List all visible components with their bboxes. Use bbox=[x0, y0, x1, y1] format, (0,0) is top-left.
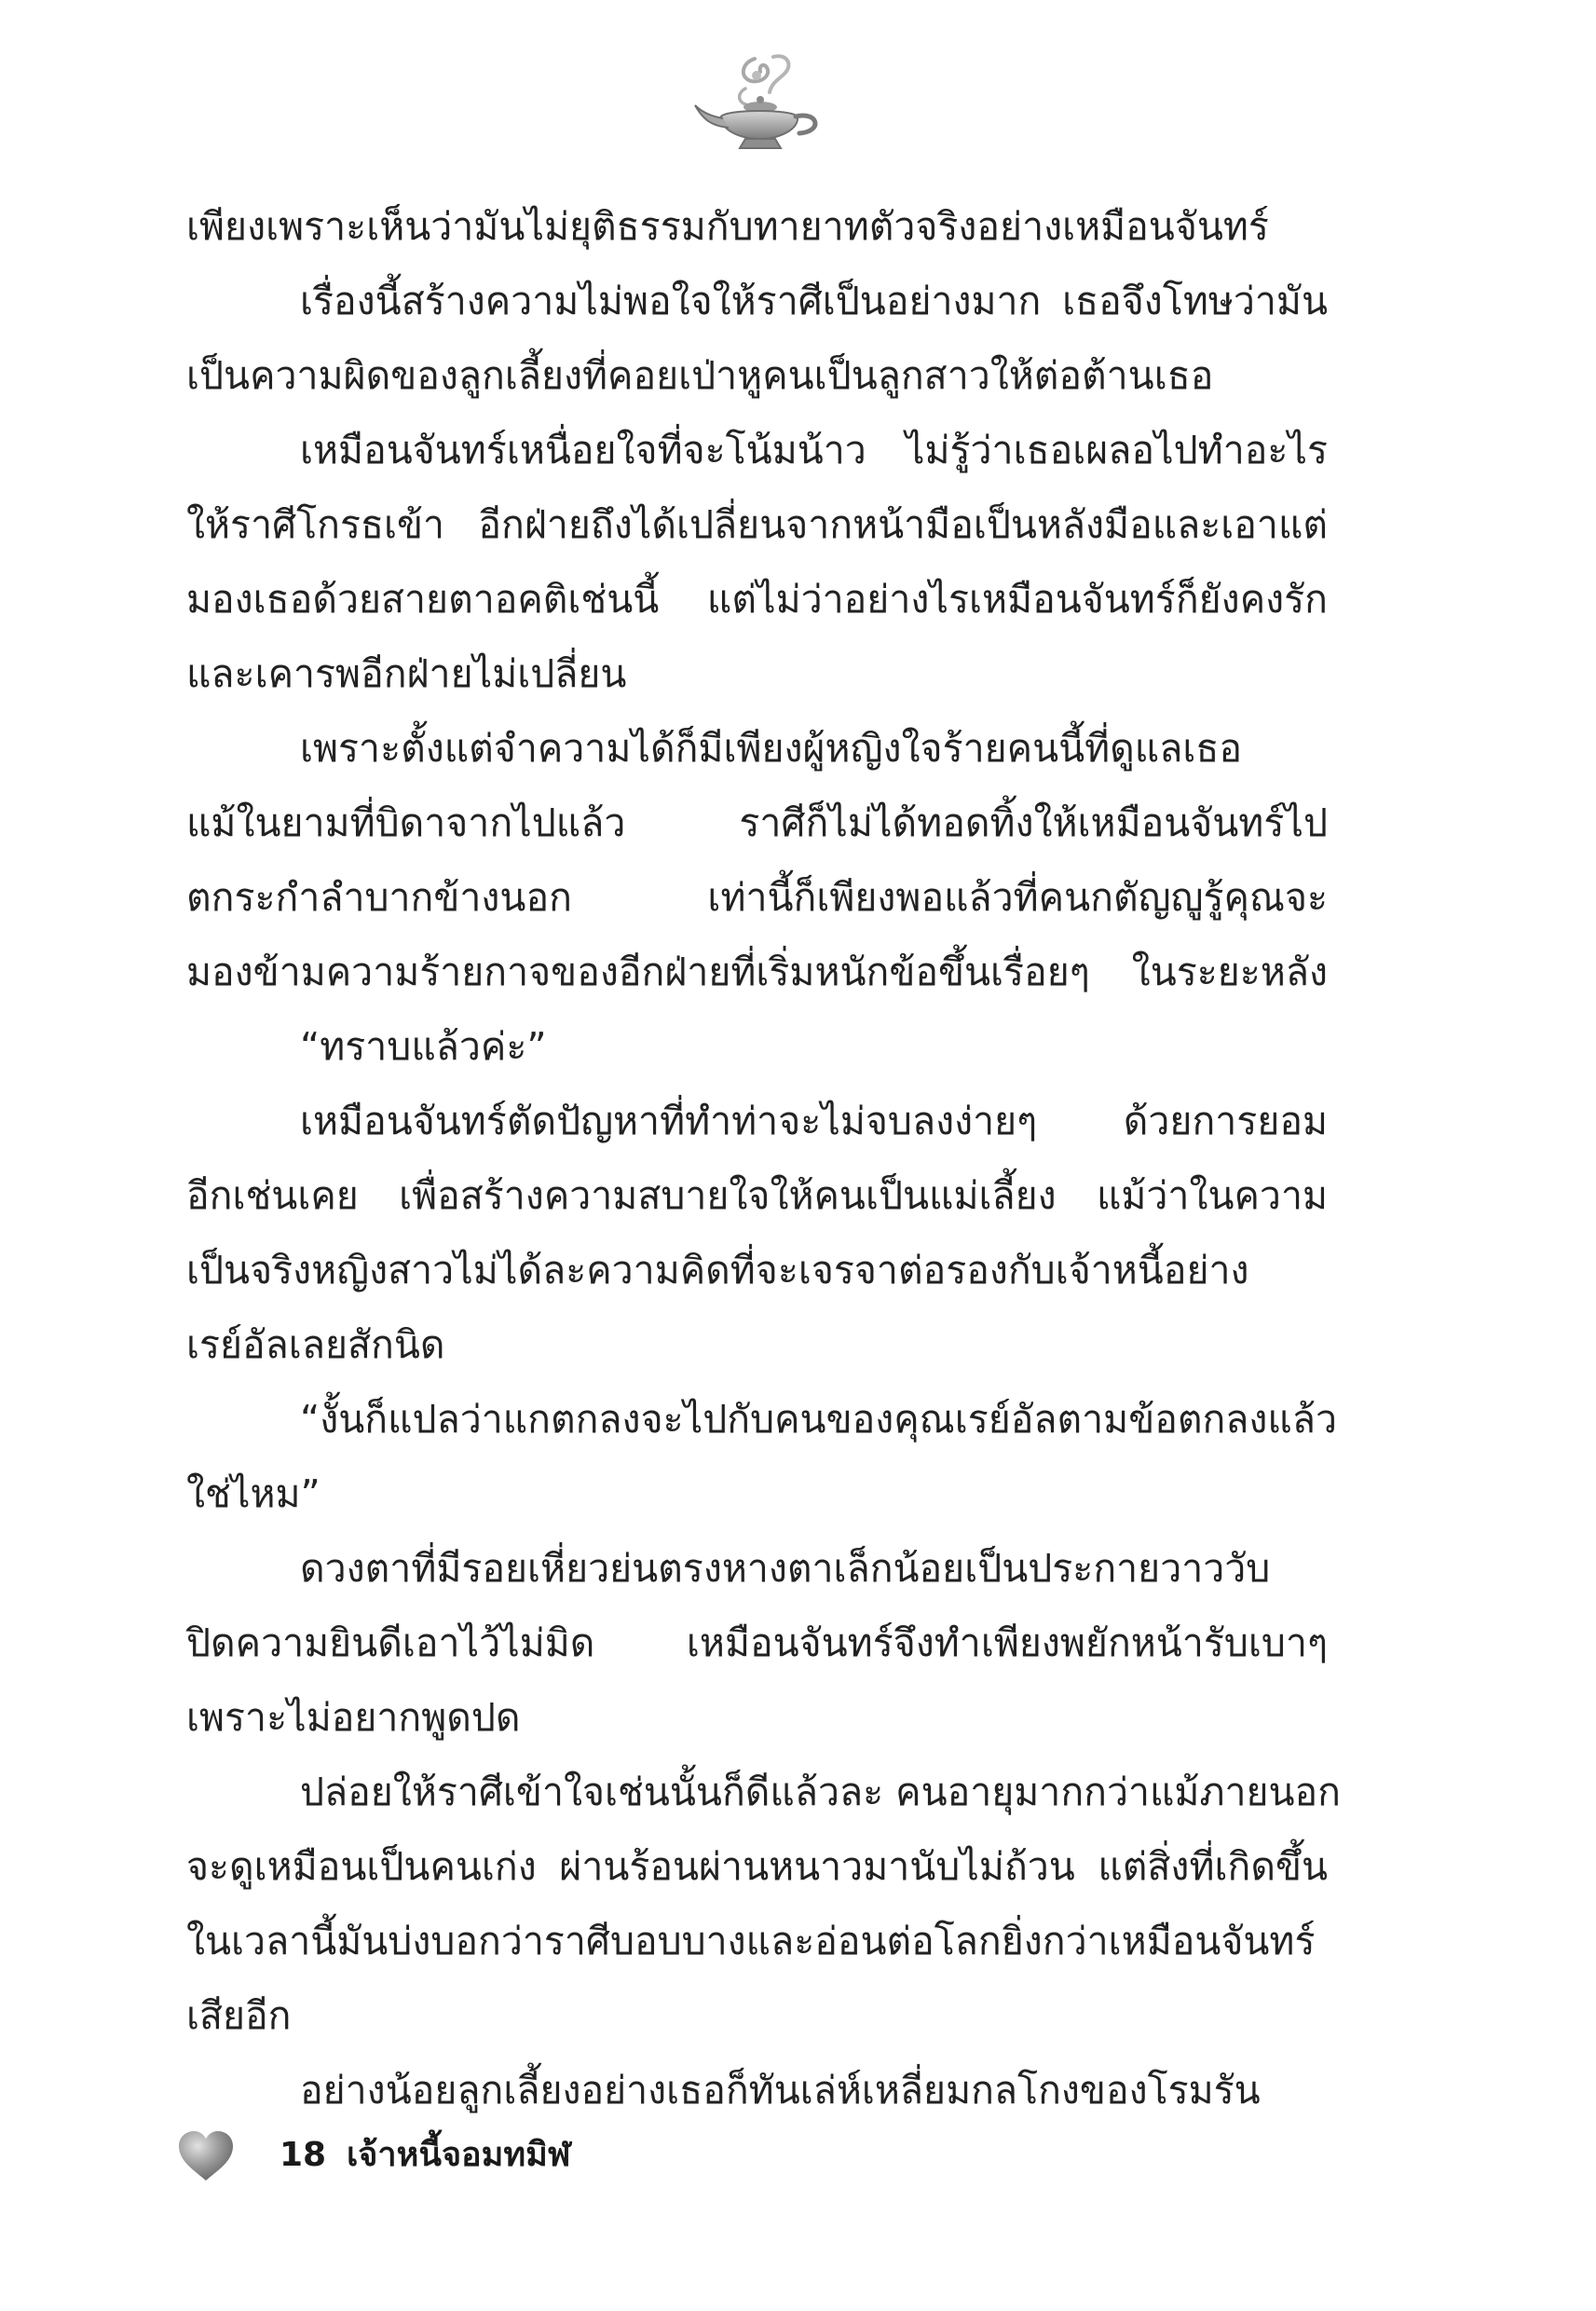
text-line: ให้ราศีโกรธเข้า อีกฝ่ายถึงได้เปลี่ยนจากหน้ามือเป็นหลังมือและเอาแต่ bbox=[186, 502, 1328, 547]
text-line: จะดูเหมือนเป็นคนเก่ง ผ่านร้อนผ่านหนาวมานับไม่ถ้วน แต่สิ่งที่เกิดขึ้น bbox=[186, 1844, 1328, 1889]
text-line: ใช่ไหม” bbox=[186, 1471, 321, 1516]
text-line: เหมือนจันทร์ตัดปัญหาที่ทำท่าจะไม่จบลงง่ายๆ ด้วยการยอม bbox=[300, 1099, 1328, 1143]
text-line: มองข้ามความร้ายกาจของอีกฝ่ายที่เริ่มหนักข้อขึ้นเรื่อยๆ ในระยะหลัง bbox=[186, 950, 1328, 994]
text-line: เหมือนจันทร์เหนื่อยใจที่จะโน้มน้าว ไม่รู้ว่าเธอเผลอไปทำอะไร bbox=[300, 428, 1328, 472]
text-line: และเคารพอีกฝ่ายไม่เปลี่ยน bbox=[186, 651, 627, 696]
page-number: 18 bbox=[280, 2136, 327, 2174]
text-line: ปล่อยให้ราศีเข้าใจเช่นนั้นก็ดีแล้วละ คนอายุมากกว่าแม้ภายนอก bbox=[300, 1770, 1342, 1814]
heart-icon bbox=[177, 2130, 235, 2182]
text-line: “ทราบแล้วค่ะ” bbox=[300, 1024, 547, 1069]
text-line: ในเวลานี้มันบ่งบอกว่าราศีบอบบางและอ่อนต่อโลกยิ่งกว่าเหมือนจันทร์ bbox=[186, 1919, 1316, 1963]
text-line: เพราะไม่อยากพูดปด bbox=[186, 1695, 521, 1740]
text-line: อย่างน้อยลูกเลี้ยงอย่างเธอก็ทันเล่ห์เหลี่ยมกลโกงของโรมรัน bbox=[300, 2068, 1261, 2113]
text-line: เรื่องนี้สร้างความไม่พอใจให้ราศีเป็นอย่างมาก เธอจึงโทษว่ามัน bbox=[300, 279, 1328, 323]
text-line: มองเธอด้วยสายตาอคติเช่นนี้ แต่ไม่ว่าอย่างไรเหมือนจันทร์ก็ยังคงรัก bbox=[186, 577, 1328, 622]
text-line: ตกระกำลำบากข้างนอก เท่านี้ก็เพียงพอแล้วที่คนกตัญญูรู้คุณจะ bbox=[186, 875, 1328, 920]
genie-lamp-icon bbox=[689, 51, 829, 154]
text-line: เป็นจริงหญิงสาวไม่ได้ละความคิดที่จะเจรจาต่อรองกับเจ้าหนี้อย่าง bbox=[186, 1248, 1249, 1292]
text-line: เพราะตั้งแต่จำความได้ก็มีเพียงผู้หญิงใจร้ายคนนี้ที่ดูแลเธอ bbox=[300, 726, 1242, 771]
book-title: เจ้าหนี้จอมทมิฬ bbox=[347, 2136, 571, 2174]
body-text bbox=[186, 194, 1342, 2113]
text-line: “งั้นก็แปลว่าแกตกลงจะไปกับคนของคุณเรย์อัลตามข้อตกลงแล้ว bbox=[300, 1397, 1338, 1442]
text-line: เป็นความผิดของลูกเลี้ยงที่คอยเป่าหูคนเป็นลูกสาวให้ต่อต้านเธอ bbox=[186, 353, 1214, 398]
text-line: อีกเช่นเคย เพื่อสร้างความสบายใจให้คนเป็นแม่เลี้ยง แม้ว่าในความ bbox=[186, 1173, 1328, 1218]
page-footer bbox=[177, 2123, 829, 2197]
text-line: แม้ในยามที่บิดาจากไปแล้ว ราศีก็ไม่ได้ทอดทิ้งให้เหมือนจันทร์ไป bbox=[186, 800, 1328, 845]
text-line: เสียอีก bbox=[186, 1993, 292, 2038]
text-line: ดวงตาที่มีรอยเหี่ยวย่นตรงหางตาเล็กน้อยเป็นประกายวาววับ bbox=[300, 1546, 1271, 1591]
text-line: เรย์อัลเลยสักนิด bbox=[186, 1322, 445, 1367]
text-line: เพียงเพราะเห็นว่ามันไม่ยุติธรรมกับทายาทตัวจริงอย่างเหมือนจันทร์ bbox=[186, 204, 1269, 249]
text-line: ปิดความยินดีเอาไว้ไม่มิด เหมือนจันทร์จึงทำเพียงพยักหน้ารับเบาๆ bbox=[186, 1620, 1328, 1665]
